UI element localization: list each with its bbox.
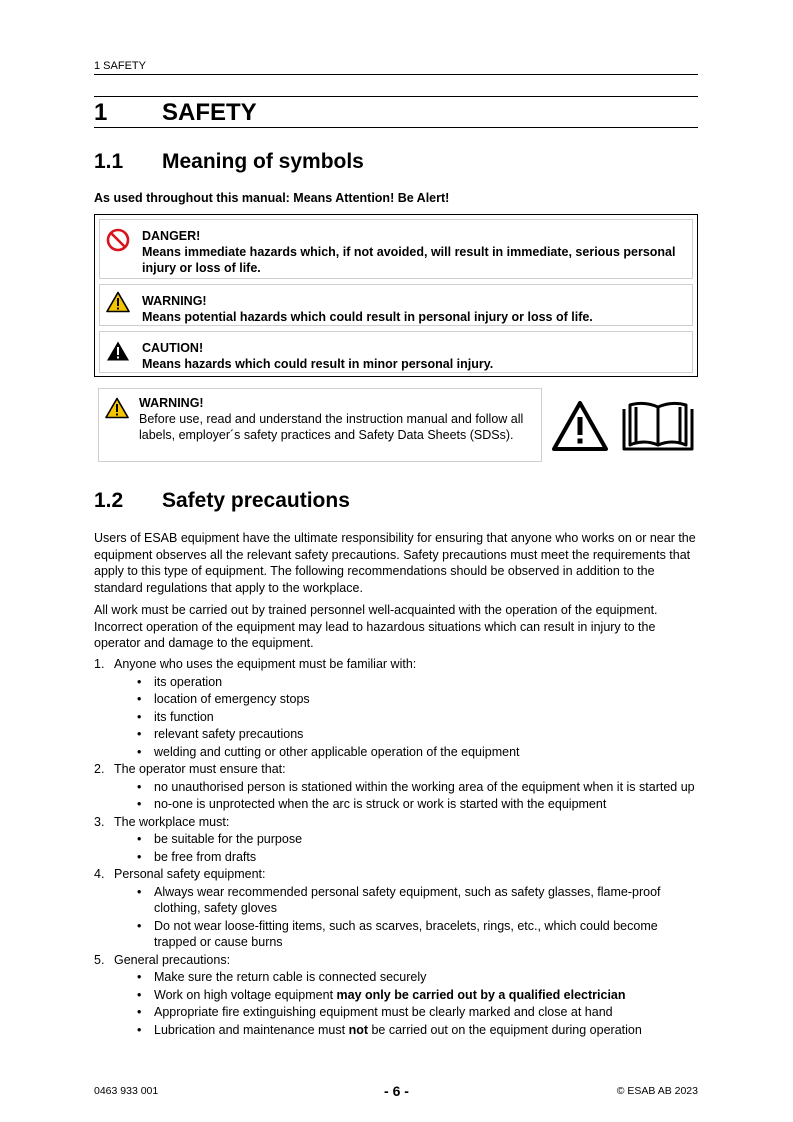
manual-warning-heading: WARNING! [139, 396, 204, 410]
list-number: 5. [94, 952, 105, 967]
list-item-text: General precautions: [114, 952, 231, 967]
list-item [94, 952, 700, 1039]
footer-doc-number: 0463 933 001 [94, 1085, 159, 1097]
footer-page-number: - 6 - [384, 1083, 409, 1099]
bullet-item: • Make sure the return cable is connected securely [114, 969, 700, 986]
bullet-item [114, 1022, 700, 1039]
list-number: 4. [94, 867, 105, 881]
bullet-item: • relevant safety precautions [114, 726, 700, 743]
bullet-item: • Do not wear loose-fitting items, such as scarves, bracelets, rings, etc., which could become trapped or cause burns [114, 918, 700, 951]
bullet-emphasis: not [348, 1022, 368, 1037]
list-item [94, 866, 700, 951]
precautions-paragraph-1: Users of ESAB equipment have the ultimate responsibility for ensuring that anyone who works on or near the equipment observes all the relevant safety precautions. Safety precautions must meet the requirements that apply to this type of equipment. The following recommendations should be observed in addition to the standard regulations that apply to the workplace. [94, 531, 696, 595]
danger-row [99, 219, 693, 279]
precautions-list [94, 656, 700, 1039]
bullet-item: • location of emergency stops [114, 691, 700, 708]
running-header: 1 SAFETY [94, 60, 146, 72]
bullet-item: • its function [114, 709, 700, 726]
section-heading-1-1 [94, 150, 364, 174]
list-item-text: The operator must ensure that: [114, 762, 286, 776]
caution-row [99, 331, 693, 373]
danger-heading: DANGER! [142, 229, 201, 243]
danger-text [142, 228, 682, 276]
caution-description: Means hazards which could result in minor personal injury. [142, 357, 494, 371]
symbols-intro: As used throughout this manual: Means Attention! Be Alert! [94, 191, 450, 205]
list-number: 3. [94, 814, 105, 829]
manual-warning-description: Before use, read and understand the instruction manual and follow all labels, employer´s safety practices and Safety Data Sheets (SDSs). [139, 412, 524, 442]
warning-heading: WARNING! [142, 294, 207, 308]
footer-copyright: © ESAB AB 2023 [616, 1085, 698, 1097]
bullet-item: • Appropriate fire extinguishing equipment must be clearly marked and close at hand [114, 1004, 700, 1021]
bullet-item: • no unauthorised person is stationed within the working area of the equipment when it is started up [114, 779, 700, 796]
bullet-text: Lubrication and maintenance must [154, 1022, 349, 1037]
danger-description: Means immediate hazards which, if not avoided, will result in immediate, serious personal injury or loss of life. [142, 245, 676, 275]
section-title: Safety precautions [162, 489, 350, 512]
chapter-title: SAFETY [162, 99, 257, 126]
manual-warning-text [139, 395, 529, 443]
warning-description: Means potential hazards which could result in personal injury or loss of life. [142, 310, 593, 324]
list-item [94, 814, 700, 866]
list-item-text: Personal safety equipment: [114, 867, 266, 881]
manual-warning-box [98, 388, 542, 462]
symbols-table [94, 214, 698, 377]
bullet-item: • be suitable for the purpose [114, 831, 700, 848]
list-item-text: The workplace must: [114, 814, 230, 829]
chapter-number: 1 [94, 99, 108, 126]
section-number: 1.1 [94, 150, 124, 173]
warning-row [99, 284, 693, 326]
warning-triangle-outline-icon [105, 397, 129, 424]
caution-heading: CAUTION! [142, 341, 204, 355]
list-item [94, 656, 700, 760]
bullet-text: Work on high voltage equipment [154, 987, 337, 1002]
caution-text [142, 340, 682, 372]
header-rule [94, 74, 698, 75]
chapter-bottom-rule [94, 127, 698, 128]
warning-text [142, 293, 682, 325]
chapter-heading [94, 99, 257, 127]
list-item [94, 761, 700, 813]
bullet-item: • no-one is unprotected when the arc is struck or work is started with the equipment [114, 796, 700, 813]
bullet-item: • its operation [114, 674, 700, 691]
chapter-top-rule [94, 96, 698, 97]
list-number: 2. [94, 762, 105, 776]
list-number: 1. [94, 657, 105, 671]
prohibition-icon [106, 228, 130, 257]
section-number: 1.2 [94, 489, 124, 512]
bullet-item: • be free from drafts [114, 849, 700, 866]
section-title: Meaning of symbols [162, 150, 364, 173]
precautions-paragraph-2: All work must be carried out by trained personnel well-acquainted with the operation of the equipment. Incorrect operation of the equipment may lead to hazardous situations which can result in injury to the operator and damage to the equipment. [94, 603, 658, 650]
bullet-emphasis: may only be carried out by a qualified electrician [336, 987, 626, 1002]
warning-triangle-outline-icon [106, 291, 130, 318]
bullet-item: • Always wear recommended personal safety equipment, such as safety glasses, flame-proof clothing, safety gloves [114, 884, 700, 917]
list-item-text: Anyone who uses the equipment must be familiar with: [114, 657, 417, 671]
warning-pictogram-icon [551, 400, 609, 457]
read-manual-book-icon [620, 399, 696, 458]
bullet-text: be carried out on the equipment during operation [368, 1022, 642, 1037]
bullet-item: • welding and cutting or other applicable operation of the equipment [114, 744, 700, 761]
bullet-item [114, 987, 700, 1004]
section-heading-1-2 [94, 489, 350, 513]
warning-triangle-filled-icon [106, 340, 130, 367]
